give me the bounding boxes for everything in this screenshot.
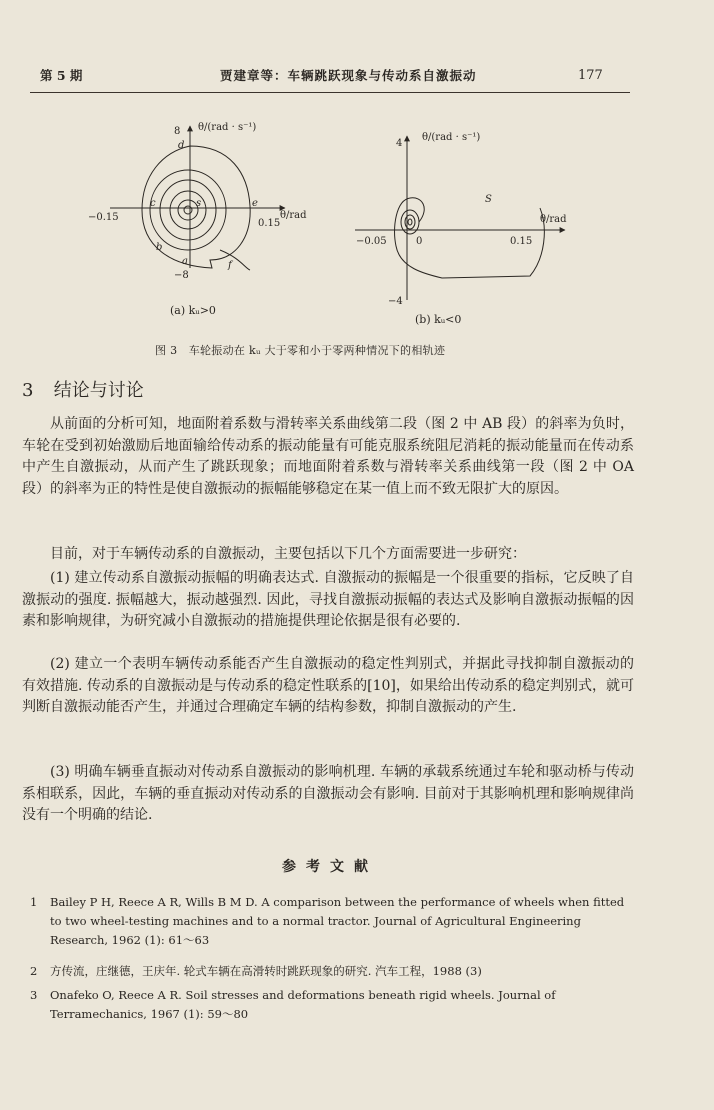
panel-a-xleft: −0.15	[88, 212, 119, 223]
panel-a-ybottom: −8	[174, 270, 189, 281]
panel-a-point-d: d	[178, 140, 185, 151]
panel-a-orbit-5	[184, 206, 192, 214]
reference-text: 方传流，庄继德，王庆年. 轮式车辆在高滑转时跳跃现象的研究. 汽车工程，1988 (3)	[50, 964, 482, 978]
panel-b-orbit-3	[408, 219, 412, 225]
panel-b-xright: 0.15	[510, 236, 533, 247]
panel-a-orbit-1	[150, 170, 226, 250]
panel-a-ytop: 8	[174, 126, 181, 137]
reference-number: 1	[30, 895, 38, 909]
paragraph-2: 目前，对于车辆传动系的自激振动，主要包括以下几个方面需要进一步研究：	[50, 546, 526, 562]
panel-a-xlabel: θ/rad	[280, 210, 307, 221]
panel-a-branch	[220, 250, 250, 270]
panel-a-point-c: c	[150, 198, 156, 209]
panel-a-orbit-4	[178, 200, 198, 220]
panel-b-xmid: 0	[416, 236, 423, 247]
issue-label: 第 5 期	[40, 68, 83, 83]
panel-b-xlabel: θ/rad	[540, 214, 567, 225]
paragraph-1: 从前面的分析可知，地面附着系数与滑转率关系曲线第二段（图 2 中 AB 段）的斜率为负时，车轮在受到初始激励后地面输给传动系的振动能量有可能克服系统阻尼消耗的振动能量而在传动系中产生自激振动，从而产生了跳跃现象；而地面附着系数与滑转率关系曲线第一段（图 2 中 OA 段）的斜率为正的特性是使自激振动的振幅能够稳定在某一值上而不致无限扩大的原因。	[22, 416, 634, 497]
panel-b-ylabel: θ/(rad · s⁻¹)	[422, 132, 481, 143]
references-heading: 参考文献	[282, 859, 378, 875]
phase-portrait-figure	[70, 118, 630, 338]
panel-b-ybottom: −4	[388, 296, 403, 307]
paragraph-3: (1) 建立传动系自激振动振幅的明确表达式. 自激振动的振幅是一个很重要的指标，它反映了自激振动的强度. 振幅越大，振动越强烈. 因此，寻找自激振动振幅的表达式及影响自激振动振幅的因素和影响规律，为研究减小自激振动的措施提供理论依据是很有必要的.	[22, 570, 634, 629]
figure-caption: 图 3 车轮振动在 kᵤ 大于零和小于零两种情况下的相轨迹	[155, 344, 446, 357]
running-header	[30, 66, 630, 88]
subfigure-b-label: (b) kᵤ<0	[415, 313, 462, 326]
paragraph-4: (2) 建立一个表明车辆传动系能否产生自激振动的稳定性判别式，并据此寻找抑制自激振动的有效措施. 传动系的自激振动是与传动系的稳定性联系的[10]，如果给出传动系的稳定判别式，就可判断自激振动能否产生，并通过合理确定车辆的结构参数，抑制自激振动的产生.	[22, 656, 634, 715]
reference-item	[30, 893, 628, 950]
reference-number: 2	[30, 964, 38, 978]
reference-item	[30, 962, 628, 981]
panel-b-point-s: S	[485, 194, 492, 205]
panel-b	[355, 132, 567, 307]
panel-a-orbit-3	[170, 191, 206, 229]
reference-text: Bailey P H, Reece A R, Wills B M D. A comparison between the performance of wheels when fitted to two wheel-testing machines and to a normal tractor. Journal of Agricultural Engineering Research, 1962 (1): 61～63	[50, 895, 625, 947]
section-number: 3	[22, 380, 34, 401]
panel-a-point-a: a	[182, 256, 188, 267]
section-heading	[22, 376, 144, 402]
panel-b-xleft: −0.05	[356, 236, 387, 247]
page-number: 177	[578, 68, 603, 83]
panel-b-ytop: 4	[396, 138, 403, 149]
reference-text: Onafeko O, Reece A R. Soil stresses and deformations beneath rigid wheels. Journal of Terramechanics, 1967 (1): 59～80	[50, 988, 556, 1021]
figure-3	[70, 118, 630, 368]
panel-a-point-f: f	[228, 260, 232, 271]
panel-a-ylabel: θ/(rad · s⁻¹)	[198, 122, 257, 133]
header-title: 贾建章等：车辆跳跃现象与传动系自激振动	[220, 68, 477, 83]
panel-a-xright: 0.15	[258, 218, 281, 229]
panel-a	[88, 122, 307, 281]
reference-number: 3	[30, 988, 38, 1002]
panel-a-point-b: b	[156, 242, 163, 253]
panel-a-point-e: e	[252, 198, 258, 209]
subfigure-a-label: (a) kᵤ>0	[170, 304, 216, 317]
section-title: 结论与讨论	[53, 380, 144, 401]
reference-item	[30, 986, 628, 1024]
panel-a-orbit-2	[160, 180, 216, 240]
header-rule	[30, 92, 630, 93]
paragraph-5: (3) 明确车辆垂直振动对传动系自激振动的影响机理. 车辆的承载系统通过车轮和驱动桥与传动系相联系，因此，车辆的垂直振动对传动系的自激振动会有影响. 目前对于其影响机理和影响规律尚没有一个明确的结论.	[22, 764, 634, 823]
panel-a-point-s: s	[196, 198, 202, 209]
